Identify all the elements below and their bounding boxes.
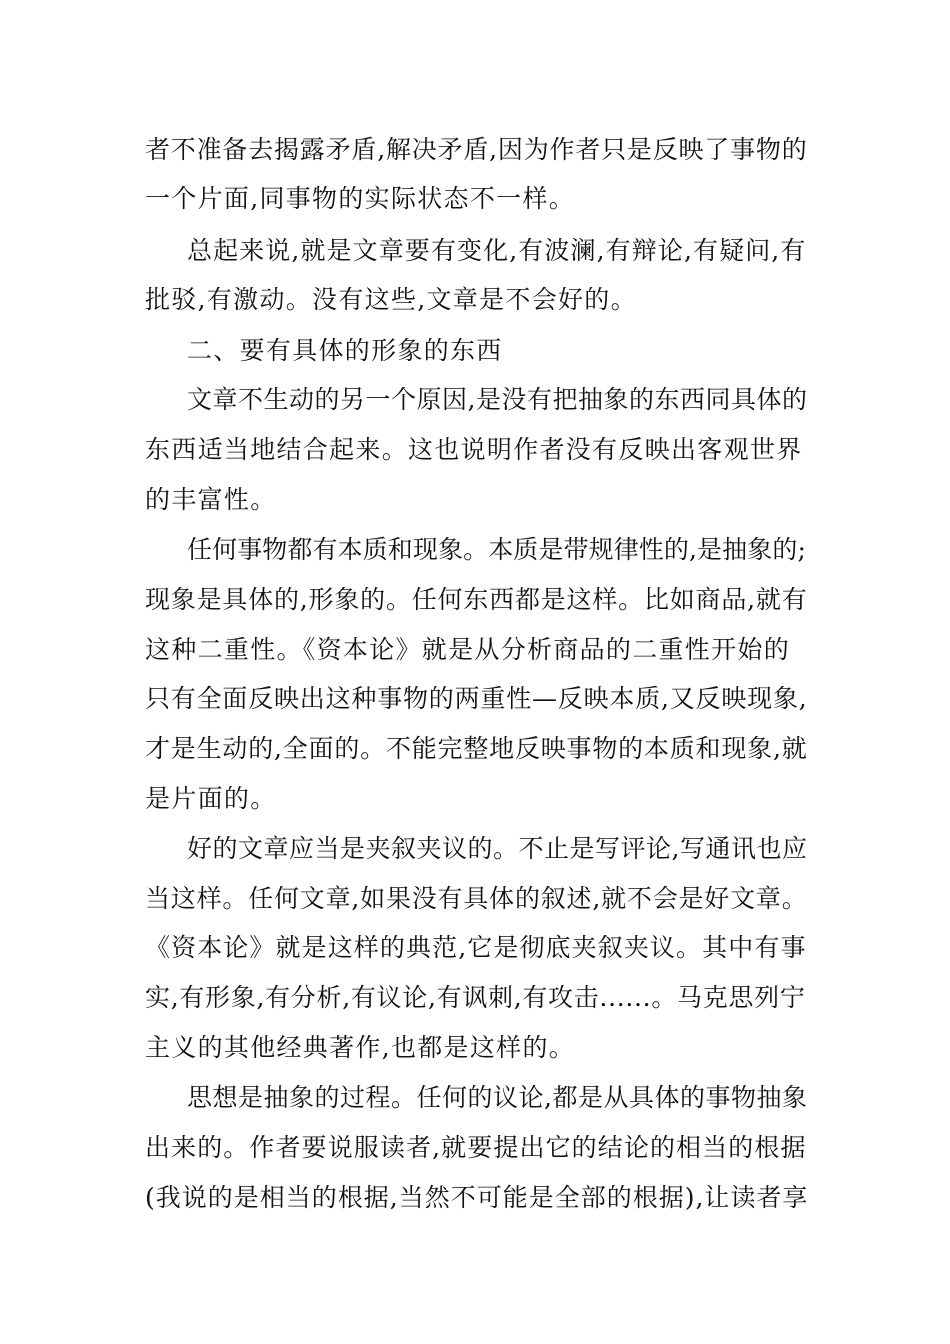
text-line: 实,有形象,有分析,有议论,有讽刺,有攻击......。马克思列宁 <box>145 983 806 1012</box>
text-line: 是片面的。 <box>145 784 277 813</box>
text-line: 现象是具体的,形象的。任何东西都是这样。比如商品,就有 <box>145 585 808 614</box>
paragraph-start-line: 任何事物都有本质和现象。本质是带规律性的,是抽象的; <box>187 535 806 564</box>
text-line: 者不准备去揭露矛盾,解决矛盾,因为作者只是反映了事物的 <box>145 135 808 164</box>
text-line: 东西适当地结合起来。这也说明作者没有反映出客观世界 <box>145 435 803 464</box>
text-line: (我说的是相当的根据,当然不可能是全部的根据),让读者享 <box>145 1183 809 1212</box>
text-line: 只有全面反映出这种事物的两重性—反映本质,又反映现象, <box>145 684 808 713</box>
paragraph-start-line: 总起来说,就是文章要有变化,有波澜,有辩论,有疑问,有 <box>187 236 807 265</box>
text-line: 当这样。任何文章,如果没有具体的叙述,就不会是好文章。 <box>145 884 808 913</box>
text-line: 批驳,有激动。没有这些,文章是不会好的。 <box>145 285 637 314</box>
text-line: 才是生动的,全面的。不能完整地反映事物的本质和现象,就 <box>145 734 808 763</box>
text-line: 的丰富性。 <box>145 485 277 514</box>
paragraph-start-line: 文章不生动的另一个原因,是没有把抽象的东西同具体的 <box>187 385 808 414</box>
text-line: 主义的其他经典著作,也都是这样的。 <box>145 1033 576 1062</box>
paragraph-start-line: 思想是抽象的过程。任何的议论,都是从具体的事物抽象 <box>187 1083 808 1112</box>
text-line: 出来的。作者要说服读者,就要提出它的结论的相当的根据 <box>145 1133 807 1162</box>
section-heading: 二、要有具体的形象的东西 <box>187 336 503 365</box>
paragraph-start-line: 好的文章应当是夹叙夹议的。不止是写评论,写通讯也应 <box>187 834 808 863</box>
text-line: 《资本论》就是这样的典范,它是彻底夹叙夹议。其中有事 <box>145 933 807 962</box>
text-line: 这种二重性。《资本论》就是从分析商品的二重性开始的 <box>145 635 791 664</box>
text-line: 一个片面,同事物的实际状态不一样。 <box>145 184 576 213</box>
